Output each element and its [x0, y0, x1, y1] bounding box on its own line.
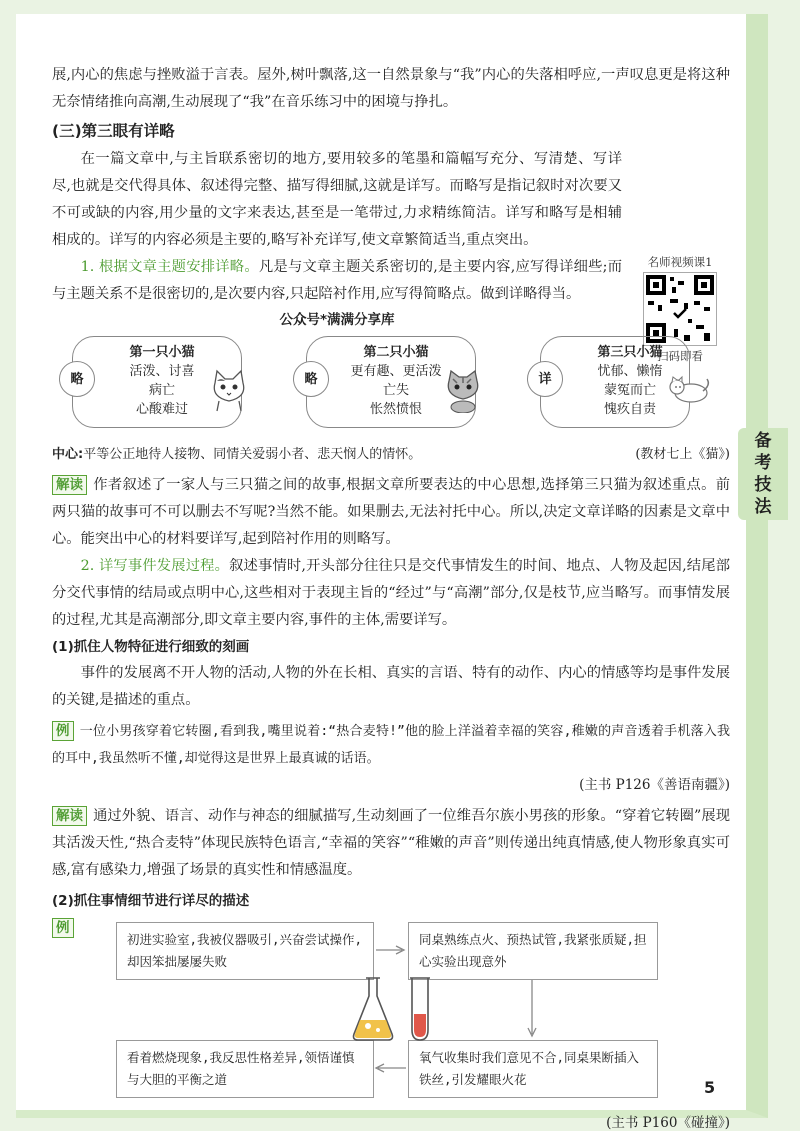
reading-text: 作者叙述了一家人与三只猫之间的故事,根据文章所要表达的中心思想,选择第三只猫为叙述重点。前两只猫的故事可不可以删去不写呢?当然不能。如果删去,无法衬托中心。所以,决定文章详略的因素是文章中心。能突出中心的材料要详写,起到陪衬作用的则略写。 — [52, 477, 730, 547]
subsection-1-title: (1)抓住人物特征进行细致的刻画 — [52, 639, 250, 655]
cat-mark: 略 — [59, 361, 95, 397]
source-note: (主书 P160《碰撞》) — [606, 1115, 730, 1131]
section-paragraph: 在一篇文章中,与主旨联系密切的地方,要用较多的笔墨和篇幅写充分、写清楚、写详尽,也就是交代得具体、叙述得完整、描写得细腻,这就是详写。而略写是指记叙时对次要又不可或缺的内容,用少量的文字来表达,甚至是一笔带过,力求精练简洁。详写和略写是相辅相成的。详写的内容必须是主要的,略写补充详写,使文章繁简适当,重点突出。 — [52, 151, 622, 248]
point1-title: 1. 根据文章主题安排详略。 — [80, 259, 259, 275]
point1 — [52, 254, 730, 308]
cat-name: 第三只小猫 — [597, 345, 663, 360]
cat-mark: 略 — [293, 361, 329, 397]
cat-line: 怅然愤恨 — [369, 402, 422, 417]
cats-watermark: 公众号*满满分享库 — [279, 312, 395, 328]
side-tab-char: 考 — [754, 453, 772, 473]
point2 — [52, 553, 730, 634]
section-number: (三) — [52, 122, 82, 140]
subsection-1-paragraph: 事件的发展离不开人物的活动,人物的外在长相、真实的言语、特有的动作、内心的情感等均是事件发展的关键,是描述的重点。 — [52, 665, 730, 708]
cat-text — [341, 343, 451, 419]
point2-text: 叙述事情时,开头部分往往只是交代事情发生的时间、地点、人物及起因,结尾部分交代事情的结局或点明中心,这些相对于表现主旨的“经过”与“高潮”部分,仅是枝节,应当略写。而事情发展的过程,尤其是高潮部分,即文章主要内容,事件的主体,需要详写。 — [52, 558, 730, 628]
example-text: 一位小男孩穿着它转圈,看到我,嘴里说着:“热合麦特!”他的脸上洋溢着幸福的笑容,稚嫩的声音透着手机落入我的耳中,我虽然听不懂,却觉得这是世界上最真诚的话语。 — [52, 724, 730, 766]
intro-paragraph: 展,内心的焦虑与挫败溢于言表。屋外,树叶飘落,这一自然景象与“我”内心的失落相呼应,一声叹息更是将这种无奈情绪推向高潮,生动展现了“我”在音乐练习中的困境与挣扎。 — [52, 67, 730, 110]
beaker-icon — [348, 974, 438, 1044]
side-tab-char: 备 — [754, 431, 772, 451]
flow-step-3: 氧气收集时我们意见不合,同桌果断插入铁丝,引发耀眼火花 — [408, 1040, 658, 1098]
cat-line: 病亡 — [148, 383, 175, 398]
flow-step-4: 看着燃烧现象,我反思性格差异,领悟谨慎与大胆的平衡之道 — [116, 1040, 374, 1098]
cat-line: 愧疚自责 — [603, 402, 656, 417]
cat-icon — [207, 367, 251, 413]
side-tab-char: 法 — [754, 497, 772, 517]
qr-label: 名师视频课1 — [647, 255, 713, 269]
example-1 — [52, 718, 730, 772]
source-note: (主书 P126《善语南疆》) — [579, 777, 730, 793]
cat-line: 忧郁、懒惰 — [597, 364, 663, 379]
center-statement — [52, 442, 421, 468]
reading-tag: 解读 — [52, 475, 87, 495]
cat-card-1 — [72, 336, 242, 428]
cat-text — [107, 343, 217, 419]
reading-text: 通过外貌、语言、动作与神态的细腻描写,生动刻画了一位维吾尔族小男孩的形象。“穿着它转圈”展现其活泼天性,“热合麦特”体现民族特色语言,“幸福的笑容”“稚嫩的声音”则传递出纯真情感,使人物形象真实可感,富有感染力,增强了场景的真实性和情感温度。 — [52, 808, 730, 878]
cat-icon — [441, 367, 485, 413]
cat-icon — [667, 367, 711, 413]
example-tag: 例 — [52, 721, 74, 741]
source-note: (教材七上《猫》) — [635, 447, 730, 462]
cat-name: 第二只小猫 — [363, 345, 429, 360]
flow-step-2: 同桌熟练点火、预热试管,我紧张质疑,担心实验出现意外 — [408, 922, 658, 980]
cat-line: 更有趣、更活泼 — [350, 364, 442, 379]
cat-card-2 — [306, 336, 476, 428]
cat-line: 蒙冤而亡 — [603, 383, 656, 398]
cats-diagram — [52, 310, 730, 442]
section-title-text: 第三眼有详略 — [81, 122, 175, 140]
cat-line: 亡失 — [382, 383, 409, 398]
cat-name: 第一只小猫 — [129, 345, 195, 360]
section-title — [52, 116, 730, 146]
qr-caption: 扫码即看 — [657, 349, 703, 363]
flow-diagram — [52, 916, 730, 1116]
flow-step-1: 初进实验室,我被仪器吸引,兴奋尝试操作,却因笨拙屡屡失败 — [116, 922, 374, 980]
side-tab-char: 技 — [754, 475, 772, 495]
page-number: 5 — [704, 1078, 716, 1097]
cat-line: 活泼、讨喜 — [129, 364, 195, 379]
example-tag: 例 — [52, 918, 74, 938]
subsection-2-title: (2)抓住事情细节进行详尽的描述 — [52, 893, 250, 909]
page-content — [52, 62, 730, 1131]
reading-1 — [52, 472, 730, 553]
point2-title: 2. 详写事件发展过程。 — [80, 558, 230, 574]
point1-text: 凡是与文章主题关系密切的,是主要内容,应写得详细些;而与主题关系不是很密切的,是次要内容,只起陪衬作用,应写得简略点。做到详略得当。 — [52, 259, 623, 302]
cat-card-3 — [540, 336, 690, 428]
reading-2 — [52, 803, 730, 884]
center-text: 平等公正地待人接物、同情关爱弱小者、悲天悯人的情怀。 — [83, 447, 422, 462]
side-tab — [738, 428, 788, 520]
reading-tag: 解读 — [52, 806, 87, 826]
cat-mark: 详 — [527, 361, 563, 397]
cat-line: 心酸难过 — [135, 402, 188, 417]
center-label: 中心: — [52, 447, 84, 462]
center-line — [52, 442, 730, 468]
